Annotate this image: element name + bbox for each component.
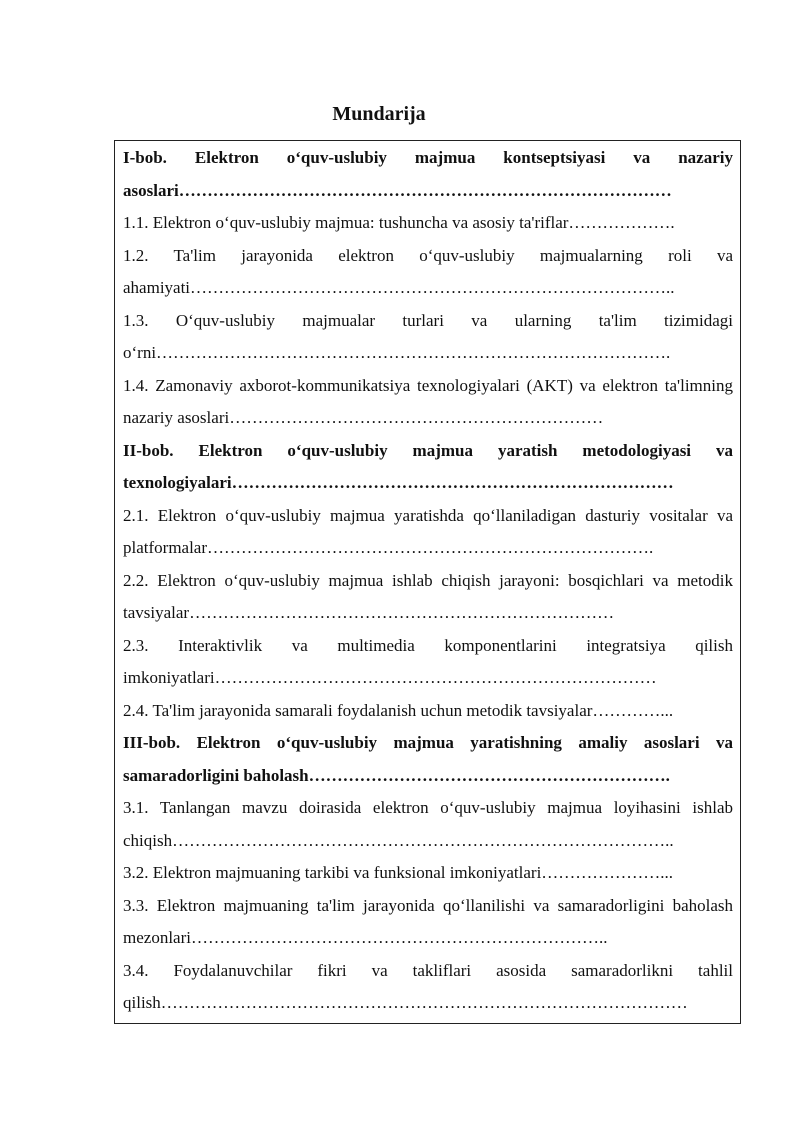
toc-section-entry: 1.1. Elektron o‘quv-uslubiy majmua: tushuncha va asosiy ta'riflar………………. — [123, 213, 675, 232]
toc-section-entry: 2.3. Interaktivlik va multimedia komponentlarini integratsiya qilish imkoniyatlari…………………………………………………………………… — [123, 635, 733, 687]
toc-section-entry: 3.4. Foydalanuvchilar fikri va takliflari asosida samaradorlikni tahlil qilish………………………………………………………………………………… — [123, 960, 733, 1012]
page-title: Mundarija — [332, 103, 426, 125]
toc-section-entry: 2.4. Ta'lim jarayonida samarali foydalanish uchun metodik tavsiyalar…………... — [123, 700, 674, 720]
toc-chapter-entry: III-bob. Elektron o‘quv-uslubiy majmua yaratishning amaliy asoslari va samaradorligini baholash………………………………………………………. — [123, 733, 733, 785]
toc-chapter-entry: II-bob. Elektron o‘quv-uslubiy majmua yaratish metodologiyasi va texnologiyalari…………………………………………………………………… — [123, 440, 733, 492]
toc-section-entry: 2.2. Elektron o‘quv-uslubiy majmua ishlab chiqish jarayoni: bosqichlari va metodik tavsiyalar………………………………………………………………… — [123, 570, 733, 622]
toc-section-entry: 1.3. O‘quv-uslubiy majmualar turlari va ularning ta'lim tizimidagi o‘rni………………………………………………………………………………. — [123, 310, 733, 362]
toc-section-entry: 3.2. Elektron majmuaning tarkibi va funksional imkoniyatlari…………………... — [123, 863, 674, 882]
table-of-contents — [114, 140, 741, 1024]
toc-section-entry: 1.4. Zamonaviy axborot-kommunikatsiya texnologiyalari (AKT) va elektron ta'limning nazariy asoslari………………………………………………………… — [123, 375, 733, 427]
toc-chapter-entry: I-bob. Elektron o‘quv-uslubiy majmua kontseptsiyasi va nazariy asoslari…………………………………………………………………………… — [123, 148, 733, 200]
toc-entries — [123, 142, 733, 1020]
toc-section-entry: 3.1. Tanlangan mavzu doirasida elektron o‘quv-uslubiy majmua loyihasini ishlab chiqish…………………………………………………………………………….. — [123, 798, 733, 850]
toc-section-entry: 1.2. Ta'lim jarayonida elektron o‘quv-uslubiy majmualarning roli va ahamiyati………………………………………………………………………….. — [123, 245, 733, 297]
toc-section-entry: 3.3. Elektron majmuaning ta'lim jarayonida qo‘llanilishi va samaradorligini baholash mezonlari……………………………………………………………….. — [123, 895, 733, 947]
toc-section-entry: 2.1. Elektron o‘quv-uslubiy majmua yaratishda qo‘llaniladigan dasturiy vositalar va platformalar……………………………………………………………………. — [123, 505, 733, 557]
